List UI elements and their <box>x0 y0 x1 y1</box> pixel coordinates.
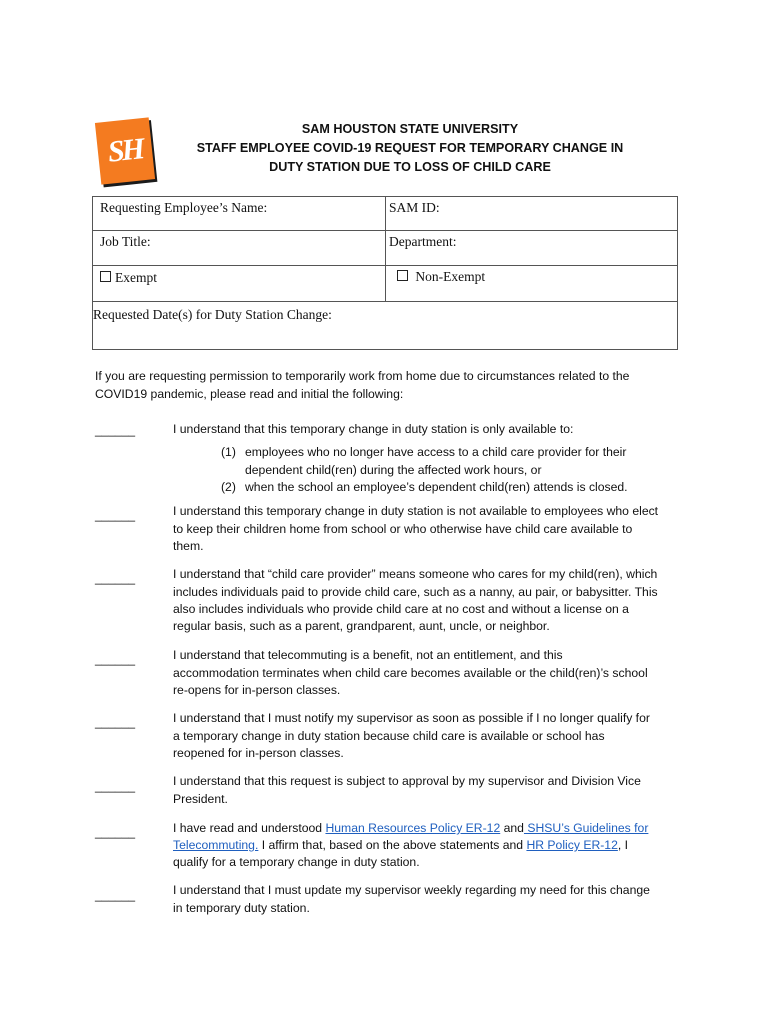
employee-info-table <box>92 196 678 350</box>
nonexempt-option[interactable] <box>397 269 485 285</box>
intro-line-1: If you are requesting permission to temporarily work from home due to circumstances related to the <box>95 369 630 383</box>
item-2-line-c: them. <box>173 539 204 553</box>
item-7-pre-text: I have read and understood <box>173 821 326 835</box>
item-7-mid-text: I affirm that, based on the above statements and <box>258 838 527 852</box>
item-6-line-b: President. <box>173 792 228 806</box>
initial-blank-1[interactable]: ______ <box>95 423 136 437</box>
initial-blank-8[interactable]: ______ <box>95 888 136 902</box>
item-1-sub1-line-b: dependent child(ren) during the affected work hours, or <box>245 463 542 477</box>
telecommuting-guidelines-link-cont[interactable]: Telecommuting. <box>173 838 259 852</box>
item-2-line-b: to keep their children home from school or who otherwise have child care available to <box>173 522 633 536</box>
item-8-line-a: I understand that I must update my supervisor weekly regarding my need for this change <box>173 883 650 897</box>
employee-name-label: Requesting Employee’s Name: <box>100 200 268 215</box>
item-8-line-b: in temporary duty station. <box>173 901 310 915</box>
exempt-label: Exempt <box>115 270 157 285</box>
item-2-line-a: I understand this temporary change in duty station is not available to employees who elect <box>173 504 659 518</box>
item-6-line-a: I understand that this request is subject to approval by my supervisor and Division Vice <box>173 774 641 788</box>
job-title-label: Job Title: <box>100 234 151 249</box>
item-3-line-c: also includes individuals who provide child care at no cost and without a license on a <box>173 602 629 616</box>
initial-blank-7[interactable]: ______ <box>95 825 136 839</box>
initial-blank-5[interactable]: ______ <box>95 715 136 729</box>
item-1-sub1-line-a: employees who no longer have access to a child care provider for their <box>245 445 627 459</box>
nonexempt-checkbox[interactable] <box>397 270 408 281</box>
form-title-line1: STAFF EMPLOYEE COVID-19 REQUEST FOR TEMPORARY CHANGE IN <box>196 141 624 155</box>
item-3-line-a: I understand that “child care provider” means someone who cares for my child(ren), which <box>173 567 658 581</box>
item-5-line-b: a temporary change in duty station because child care is available or school has <box>173 729 605 743</box>
item-3-line-d: regular basis, such as a parent, grandparent, aunt, uncle, or neighbor. <box>173 619 550 633</box>
item-1-text: I understand that this temporary change in duty station is only available to: <box>173 422 574 436</box>
item-7-line-c: qualify for a temporary change in duty station. <box>173 855 420 869</box>
item-7-line-b <box>173 837 628 855</box>
item-4-line-c: re-opens for in-person classes. <box>173 683 341 697</box>
form-title-line2: DUTY STATION DUE TO LOSS OF CHILD CARE <box>269 160 551 174</box>
exempt-option[interactable] <box>100 270 157 286</box>
sam-id-field[interactable] <box>389 200 440 216</box>
initial-blank-4[interactable]: ______ <box>95 652 136 666</box>
item-3-line-b: includes individuals paid to provide child care, such as a nanny, au pair, or babysitter. This <box>173 585 658 599</box>
telecommuting-guidelines-link[interactable]: SHSU’s Guidelines for <box>523 821 649 835</box>
initial-blank-6[interactable]: ______ <box>95 779 136 793</box>
initial-blank-2[interactable]: ______ <box>95 508 136 522</box>
initial-blank-3[interactable]: ______ <box>95 571 136 585</box>
logo-text: SH <box>106 132 144 169</box>
department-label: Department: <box>389 234 457 249</box>
item-1-sub2-line: when the school an employee’s dependent child(ren) attends is closed. <box>245 480 628 494</box>
item-7-end-text: , I <box>617 838 629 852</box>
item-7-line-a <box>173 820 648 838</box>
item-4-line-b: accommodation terminates when child care becomes available or the child(ren)’s school <box>173 666 648 680</box>
item-7-and-text: and <box>500 821 524 835</box>
requested-dates-field[interactable] <box>93 307 332 323</box>
item-1-sub2-number: (2) <box>221 480 236 494</box>
employee-name-field[interactable] <box>100 200 267 216</box>
sam-id-label: SAM ID: <box>389 200 440 215</box>
hr-policy-er12-link[interactable]: Human Resources Policy ER-12 <box>325 821 501 835</box>
item-5-line-c: reopened for in-person classes. <box>173 746 344 760</box>
department-field[interactable] <box>389 234 456 250</box>
job-title-field[interactable] <box>100 234 151 250</box>
nonexempt-label: Non-Exempt <box>415 269 486 284</box>
exempt-checkbox[interactable] <box>100 271 111 282</box>
shsu-logo <box>95 117 155 184</box>
item-1-sub1-number: (1) <box>221 445 236 459</box>
university-name: SAM HOUSTON STATE UNIVERSITY <box>301 122 519 136</box>
item-4-line-a: I understand that telecommuting is a benefit, not an entitlement, and this <box>173 648 563 662</box>
item-5-line-a: I understand that I must notify my supervisor as soon as possible if I no longer qualify for <box>173 711 650 725</box>
hr-policy-er12-link-2[interactable]: HR Policy ER-12 <box>526 838 618 852</box>
requested-dates-label: Requested Date(s) for Duty Station Change: <box>93 307 332 322</box>
intro-line-2: COVID19 pandemic, please read and initial the following: <box>95 387 404 401</box>
